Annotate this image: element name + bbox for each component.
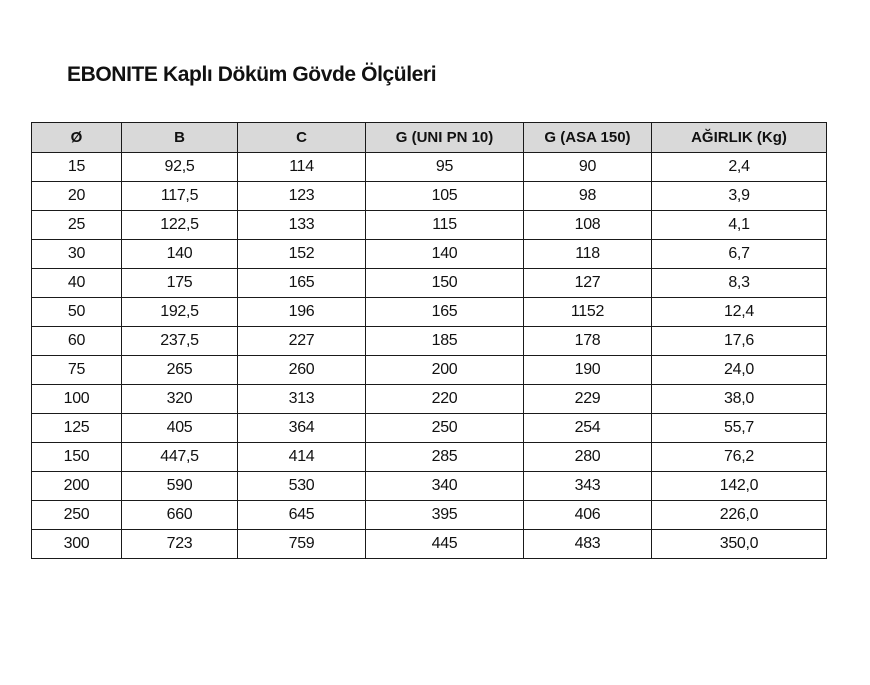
- cell-diameter: 100: [32, 385, 122, 414]
- cell-g-uni-pn10: 220: [366, 385, 524, 414]
- cell-c: 196: [238, 298, 366, 327]
- cell-g-uni-pn10: 445: [366, 530, 524, 559]
- cell-c: 645: [238, 501, 366, 530]
- cell-b: 175: [122, 269, 238, 298]
- column-header-g-uni-pn10: G (UNI PN 10): [366, 123, 524, 153]
- column-header-g-asa150: G (ASA 150): [524, 123, 652, 153]
- cell-b: 265: [122, 356, 238, 385]
- cell-b: 92,5: [122, 153, 238, 182]
- cell-diameter: 75: [32, 356, 122, 385]
- column-header-b: B: [122, 123, 238, 153]
- cell-g-asa150: 98: [524, 182, 652, 211]
- cell-g-asa150: 254: [524, 414, 652, 443]
- cell-weight: 12,4: [652, 298, 827, 327]
- cell-g-asa150: 108: [524, 211, 652, 240]
- cell-weight: 55,7: [652, 414, 827, 443]
- cell-g-asa150: 406: [524, 501, 652, 530]
- header-row: [32, 123, 827, 153]
- cell-weight: 8,3: [652, 269, 827, 298]
- cell-g-uni-pn10: 340: [366, 472, 524, 501]
- cell-weight: 76,2: [652, 443, 827, 472]
- cell-g-asa150: 483: [524, 530, 652, 559]
- cell-weight: 2,4: [652, 153, 827, 182]
- cell-g-uni-pn10: 115: [366, 211, 524, 240]
- cell-b: 122,5: [122, 211, 238, 240]
- cell-weight: 350,0: [652, 530, 827, 559]
- cell-b: 320: [122, 385, 238, 414]
- cell-b: 405: [122, 414, 238, 443]
- column-header-c: C: [238, 123, 366, 153]
- cell-c: 759: [238, 530, 366, 559]
- cell-diameter: 300: [32, 530, 122, 559]
- cell-g-uni-pn10: 165: [366, 298, 524, 327]
- cell-g-asa150: 127: [524, 269, 652, 298]
- cell-c: 313: [238, 385, 366, 414]
- cell-diameter: 20: [32, 182, 122, 211]
- table-row: [32, 211, 827, 240]
- table-row: [32, 501, 827, 530]
- cell-weight: 17,6: [652, 327, 827, 356]
- dimensions-table: [31, 122, 827, 559]
- cell-g-asa150: 280: [524, 443, 652, 472]
- cell-g-asa150: 178: [524, 327, 652, 356]
- cell-g-asa150: 90: [524, 153, 652, 182]
- cell-weight: 38,0: [652, 385, 827, 414]
- table-row: [32, 298, 827, 327]
- cell-weight: 226,0: [652, 501, 827, 530]
- cell-g-asa150: 1152: [524, 298, 652, 327]
- cell-diameter: 15: [32, 153, 122, 182]
- cell-g-uni-pn10: 285: [366, 443, 524, 472]
- cell-b: 117,5: [122, 182, 238, 211]
- cell-g-uni-pn10: 200: [366, 356, 524, 385]
- cell-weight: 3,9: [652, 182, 827, 211]
- cell-c: 165: [238, 269, 366, 298]
- cell-g-uni-pn10: 140: [366, 240, 524, 269]
- cell-c: 530: [238, 472, 366, 501]
- cell-c: 364: [238, 414, 366, 443]
- cell-weight: 6,7: [652, 240, 827, 269]
- cell-diameter: 40: [32, 269, 122, 298]
- cell-g-asa150: 190: [524, 356, 652, 385]
- cell-g-uni-pn10: 185: [366, 327, 524, 356]
- cell-b: 237,5: [122, 327, 238, 356]
- cell-g-asa150: 118: [524, 240, 652, 269]
- cell-b: 192,5: [122, 298, 238, 327]
- cell-b: 660: [122, 501, 238, 530]
- cell-b: 723: [122, 530, 238, 559]
- cell-c: 152: [238, 240, 366, 269]
- cell-b: 447,5: [122, 443, 238, 472]
- cell-weight: 4,1: [652, 211, 827, 240]
- cell-diameter: 200: [32, 472, 122, 501]
- cell-diameter: 60: [32, 327, 122, 356]
- cell-c: 114: [238, 153, 366, 182]
- page-title: EBONITE Kaplı Döküm Gövde Ölçüleri: [67, 63, 437, 86]
- table-row: [32, 153, 827, 182]
- cell-b: 590: [122, 472, 238, 501]
- cell-c: 227: [238, 327, 366, 356]
- table-row: [32, 182, 827, 211]
- cell-g-uni-pn10: 95: [366, 153, 524, 182]
- cell-c: 123: [238, 182, 366, 211]
- cell-c: 414: [238, 443, 366, 472]
- table-row: [32, 327, 827, 356]
- cell-b: 140: [122, 240, 238, 269]
- table-row: [32, 385, 827, 414]
- table-row: [32, 472, 827, 501]
- cell-c: 133: [238, 211, 366, 240]
- table-row: [32, 530, 827, 559]
- cell-diameter: 250: [32, 501, 122, 530]
- cell-diameter: 25: [32, 211, 122, 240]
- column-header-weight: AĞIRLIK (Kg): [652, 123, 827, 153]
- cell-diameter: 150: [32, 443, 122, 472]
- cell-g-uni-pn10: 105: [366, 182, 524, 211]
- cell-g-uni-pn10: 150: [366, 269, 524, 298]
- cell-diameter: 50: [32, 298, 122, 327]
- cell-g-asa150: 343: [524, 472, 652, 501]
- cell-weight: 24,0: [652, 356, 827, 385]
- cell-g-uni-pn10: 395: [366, 501, 524, 530]
- column-header-diameter: Ø: [32, 123, 122, 153]
- cell-weight: 142,0: [652, 472, 827, 501]
- table-row: [32, 414, 827, 443]
- table-header: [32, 123, 827, 153]
- table-body: [32, 153, 827, 559]
- cell-g-uni-pn10: 250: [366, 414, 524, 443]
- table-row: [32, 443, 827, 472]
- cell-c: 260: [238, 356, 366, 385]
- cell-diameter: 30: [32, 240, 122, 269]
- cell-diameter: 125: [32, 414, 122, 443]
- table-row: [32, 356, 827, 385]
- table-row: [32, 240, 827, 269]
- table-row: [32, 269, 827, 298]
- cell-g-asa150: 229: [524, 385, 652, 414]
